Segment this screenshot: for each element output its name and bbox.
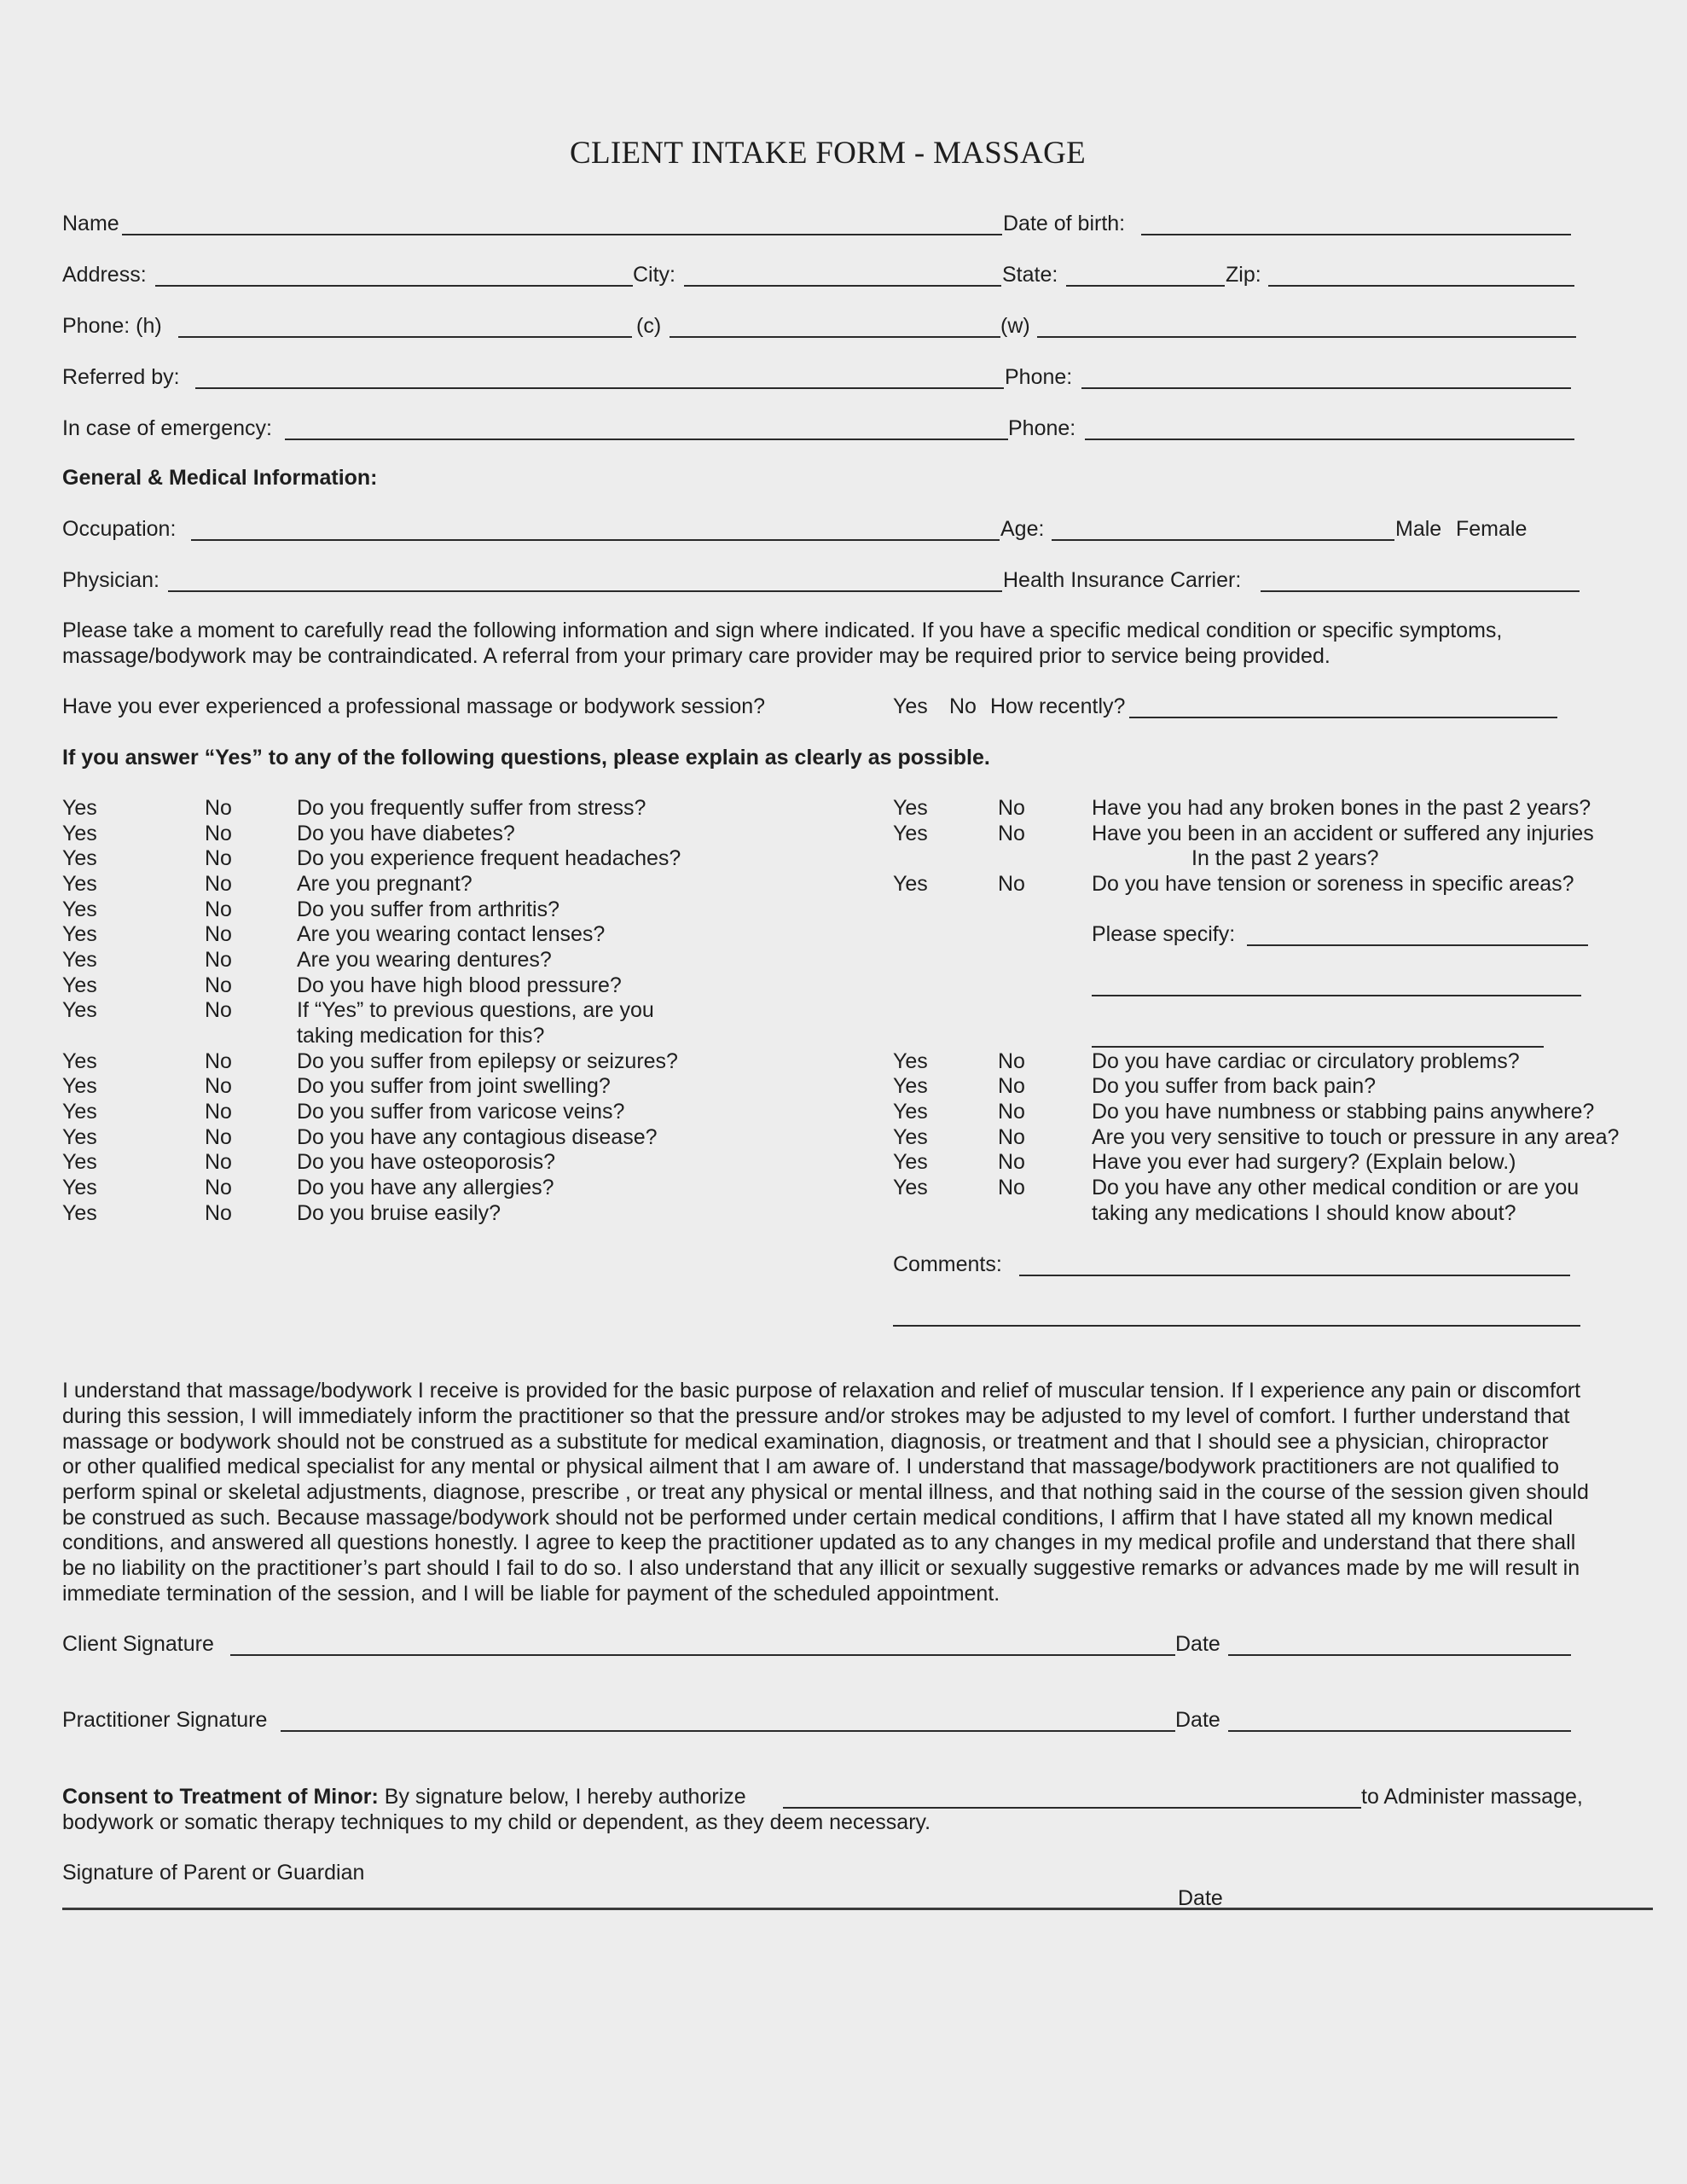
- please-specify-field-2[interactable]: [1092, 995, 1581, 996]
- left-q8-text: Do you have high blood pressure?: [297, 973, 622, 997]
- client-date-label: Date: [1175, 1632, 1220, 1656]
- referred-by-label: Referred by:: [62, 365, 180, 389]
- right-q8-text: Have you ever had surgery? (Explain below.): [1092, 1150, 1516, 1174]
- dob-label: Date of birth:: [1003, 212, 1126, 235]
- left-q15-text: Do you have any allergies?: [297, 1176, 554, 1199]
- address-label: Address:: [62, 263, 147, 287]
- emergency-label: In case of emergency:: [62, 416, 272, 440]
- right-q7-no[interactable]: No: [998, 1125, 1025, 1149]
- phone-home-field[interactable]: [178, 336, 632, 338]
- left-q14-no[interactable]: No: [205, 1150, 232, 1174]
- left-q10-yes[interactable]: Yes: [62, 1049, 97, 1073]
- left-q8-no[interactable]: No: [205, 973, 232, 997]
- experience-question: Have you ever experienced a professional massage or bodywork session?: [62, 694, 766, 718]
- parent-date-label: Date: [1178, 1886, 1223, 1910]
- client-date-field[interactable]: [1228, 1654, 1571, 1656]
- left-q9-text-cont: taking medication for this?: [297, 1024, 545, 1048]
- physician-label: Physician:: [62, 568, 159, 592]
- zip-label: Zip:: [1226, 263, 1261, 287]
- age-field[interactable]: [1052, 539, 1394, 541]
- agreement-line: perform spinal or skeletal adjustments, diagnose, prescribe , or treat any physical or mental illness, and that nothing said in the course of the session given should: [62, 1480, 1589, 1504]
- left-q11-no[interactable]: No: [205, 1074, 232, 1098]
- comments-field-2[interactable]: [893, 1325, 1580, 1327]
- right-q6-text: Do you have numbness or stabbing pains anywhere?: [1092, 1100, 1595, 1124]
- left-q7-text: Are you wearing dentures?: [297, 948, 552, 972]
- parent-signature-label: Signature of Parent or Guardian: [62, 1861, 365, 1885]
- state-field[interactable]: [1066, 285, 1225, 287]
- left-q6-text: Are you wearing contact lenses?: [297, 922, 606, 946]
- left-q3-yes[interactable]: Yes: [62, 846, 97, 870]
- name-label: Name: [62, 212, 119, 235]
- left-q13-yes[interactable]: Yes: [62, 1125, 97, 1149]
- left-q15-yes[interactable]: Yes: [62, 1176, 97, 1199]
- phone-cell-label: (c): [636, 314, 662, 338]
- experience-yes[interactable]: Yes: [893, 694, 928, 718]
- occupation-field[interactable]: [191, 539, 1000, 541]
- instructions: If you answer “Yes” to any of the following questions, please explain as clearly as possible.: [62, 746, 990, 770]
- left-q16-text: Do you bruise easily?: [297, 1201, 501, 1225]
- right-q3-no[interactable]: No: [998, 872, 1025, 896]
- practitioner-date-label: Date: [1175, 1708, 1220, 1732]
- left-q6-yes[interactable]: Yes: [62, 922, 97, 946]
- name-field[interactable]: [122, 234, 1002, 235]
- form-title: CLIENT INTAKE FORM - MASSAGE: [570, 136, 1086, 171]
- left-q9-no[interactable]: No: [205, 998, 232, 1022]
- left-q4-text: Are you pregnant?: [297, 872, 472, 896]
- client-signature-label: Client Signature: [62, 1632, 214, 1656]
- left-q6-no[interactable]: No: [205, 922, 232, 946]
- parent-signature-field[interactable]: [62, 1908, 1653, 1910]
- male-option[interactable]: Male: [1395, 517, 1442, 541]
- left-q15-no[interactable]: No: [205, 1176, 232, 1199]
- please-specify-field-3[interactable]: [1092, 1046, 1544, 1048]
- referred-phone-field[interactable]: [1081, 387, 1571, 389]
- left-q10-no[interactable]: No: [205, 1049, 232, 1073]
- referred-phone-label: Phone:: [1005, 365, 1073, 389]
- left-q7-yes[interactable]: Yes: [62, 948, 97, 972]
- agreement-line: be no liability on the practitioner’s part should I fail to do so. I also understand that any illicit or sexually suggestive remarks or advances made by me will result in: [62, 1556, 1580, 1580]
- left-q4-yes[interactable]: Yes: [62, 872, 97, 896]
- left-q1-yes[interactable]: Yes: [62, 796, 97, 820]
- right-q8-yes[interactable]: Yes: [893, 1150, 928, 1174]
- how-recently-field[interactable]: [1129, 717, 1557, 718]
- left-q13-text: Do you have any contagious disease?: [297, 1125, 658, 1149]
- age-label: Age:: [1000, 517, 1045, 541]
- practitioner-signature-label: Practitioner Signature: [62, 1708, 268, 1732]
- left-q1-no[interactable]: No: [205, 796, 232, 820]
- general-medical-heading: General & Medical Information:: [62, 466, 378, 490]
- right-q9-text-cont: taking any medications I should know about?: [1092, 1201, 1516, 1225]
- left-q2-yes[interactable]: Yes: [62, 822, 97, 845]
- practitioner-date-field[interactable]: [1228, 1730, 1571, 1732]
- agreement-line: during this session, I will immediately inform the practitioner so that the pressure and/or strokes may be adjusted to my level of comfort. I further understand that: [62, 1404, 1570, 1428]
- zip-field[interactable]: [1268, 285, 1574, 287]
- left-q5-text: Do you suffer from arthritis?: [297, 897, 559, 921]
- left-q2-text: Do you have diabetes?: [297, 822, 515, 845]
- right-q9-text: Do you have any other medical condition or are you: [1092, 1176, 1580, 1199]
- city-field[interactable]: [684, 285, 1001, 287]
- right-q5-no[interactable]: No: [998, 1074, 1025, 1098]
- female-option[interactable]: Female: [1456, 517, 1528, 541]
- consent-heading: Consent to Treatment of Minor:: [62, 1785, 379, 1809]
- right-q5-yes[interactable]: Yes: [893, 1074, 928, 1098]
- emergency-phone-field[interactable]: [1085, 439, 1574, 440]
- comments-label: Comments:: [893, 1252, 1002, 1276]
- left-q9-yes[interactable]: Yes: [62, 998, 97, 1022]
- notice-line-2: massage/bodywork may be contraindicated. A referral from your primary care provider may be required prior to service being provided.: [62, 644, 1330, 668]
- please-specify-field-1[interactable]: [1247, 944, 1588, 946]
- experience-no[interactable]: No: [949, 694, 977, 718]
- insurance-label: Health Insurance Carrier:: [1003, 568, 1242, 592]
- agreement-line: or other qualified medical specialist for any mental or physical ailment that I am aware of. I understand that massage/bodywork practitioners are not qualified to: [62, 1455, 1560, 1478]
- right-q6-yes[interactable]: Yes: [893, 1100, 928, 1124]
- left-q13-no[interactable]: No: [205, 1125, 232, 1149]
- left-q10-text: Do you suffer from epilepsy or seizures?: [297, 1049, 678, 1073]
- left-q16-yes[interactable]: Yes: [62, 1201, 97, 1225]
- occupation-label: Occupation:: [62, 517, 177, 541]
- left-q3-text: Do you experience frequent headaches?: [297, 846, 681, 870]
- right-q2-text-cont: In the past 2 years?: [1191, 846, 1379, 870]
- comments-field-1[interactable]: [1019, 1275, 1570, 1276]
- right-q5-text: Do you suffer from back pain?: [1092, 1074, 1377, 1098]
- consent-line-1: [62, 1784, 746, 1809]
- right-q3-yes[interactable]: Yes: [893, 872, 928, 896]
- left-q3-no[interactable]: No: [205, 846, 232, 870]
- left-q2-no[interactable]: No: [205, 822, 232, 845]
- address-field[interactable]: [155, 285, 633, 287]
- agreement-line: immediate termination of the session, and I will be liable for payment of the scheduled appointment.: [62, 1582, 1000, 1606]
- client-signature-field[interactable]: [230, 1654, 1175, 1656]
- agreement-line: massage or bodywork should not be construed as a substitute for medical examination, diagnosis, or treatment and that I should see a physician, chiropractor: [62, 1430, 1549, 1454]
- notice-line-1: Please take a moment to carefully read the following information and sign where indicated. If you have a specific medical condition or specific symptoms,: [62, 619, 1503, 642]
- left-q11-text: Do you suffer from joint swelling?: [297, 1074, 611, 1098]
- emergency-field[interactable]: [285, 439, 1008, 440]
- state-label: State:: [1002, 263, 1058, 287]
- practitioner-signature-field[interactable]: [281, 1730, 1175, 1732]
- insurance-field[interactable]: [1261, 590, 1580, 592]
- left-q14-text: Do you have osteoporosis?: [297, 1150, 555, 1174]
- left-q11-yes[interactable]: Yes: [62, 1074, 97, 1098]
- agreement-line: conditions, and answered all questions honestly. I agree to keep the practitioner updated as to any changes in my medical profile and understand that there shall: [62, 1531, 1576, 1554]
- right-q4-no[interactable]: No: [998, 1049, 1025, 1073]
- emergency-phone-label: Phone:: [1008, 416, 1076, 440]
- right-q7-yes[interactable]: Yes: [893, 1125, 928, 1149]
- right-q8-no[interactable]: No: [998, 1150, 1025, 1174]
- left-q9-text: If “Yes” to previous questions, are you: [297, 998, 654, 1022]
- left-q8-yes[interactable]: Yes: [62, 973, 97, 997]
- please-specify-label: Please specify:: [1092, 922, 1236, 946]
- phone-home-label: Phone: (h): [62, 314, 162, 338]
- right-q4-text: Do you have cardiac or circulatory problems?: [1092, 1049, 1520, 1073]
- right-q1-yes[interactable]: Yes: [893, 796, 928, 820]
- agreement-line: I understand that massage/bodywork I receive is provided for the basic purpose of relaxation and relief of muscular tension. If I experience any pain or discomfort: [62, 1379, 1581, 1403]
- left-q14-yes[interactable]: Yes: [62, 1150, 97, 1174]
- agreement-line: be construed as such. Because massage/bodywork should not be performed under certain medical conditions, I affirm that I have stated all my known medical: [62, 1506, 1553, 1530]
- right-q9-yes[interactable]: Yes: [893, 1176, 928, 1199]
- right-q6-no[interactable]: No: [998, 1100, 1025, 1124]
- consent-end: to Administer massage,: [1361, 1785, 1583, 1809]
- right-q7-text: Are you very sensitive to touch or pressure in any area?: [1092, 1125, 1620, 1149]
- left-q12-yes[interactable]: Yes: [62, 1100, 97, 1124]
- consent-line-2: bodywork or somatic therapy techniques to my child or dependent, as they deem necessary.: [62, 1810, 931, 1834]
- left-q16-no[interactable]: No: [205, 1201, 232, 1225]
- right-q3-text: Do you have tension or soreness in specific areas?: [1092, 872, 1574, 896]
- left-q7-no[interactable]: No: [205, 948, 232, 972]
- consent-text: By signature below, I hereby authorize: [384, 1785, 746, 1809]
- referred-by-field[interactable]: [195, 387, 1004, 389]
- left-q5-yes[interactable]: Yes: [62, 897, 97, 921]
- right-q2-yes[interactable]: Yes: [893, 822, 928, 845]
- phone-work-field[interactable]: [1037, 336, 1576, 338]
- right-q9-no[interactable]: No: [998, 1176, 1025, 1199]
- city-label: City:: [633, 263, 675, 287]
- right-q1-text: Have you had any broken bones in the past 2 years?: [1092, 796, 1591, 820]
- phone-work-label: (w): [1000, 314, 1030, 338]
- left-q5-no[interactable]: No: [205, 897, 232, 921]
- authorized-practitioner-field[interactable]: [783, 1807, 1361, 1809]
- physician-field[interactable]: [168, 590, 1002, 592]
- left-q1-text: Do you frequently suffer from stress?: [297, 796, 646, 820]
- how-recently-label: How recently?: [990, 694, 1126, 718]
- right-q2-no[interactable]: No: [998, 822, 1025, 845]
- left-q12-no[interactable]: No: [205, 1100, 232, 1124]
- right-q4-yes[interactable]: Yes: [893, 1049, 928, 1073]
- right-q1-no[interactable]: No: [998, 796, 1025, 820]
- phone-cell-field[interactable]: [670, 336, 1000, 338]
- left-q12-text: Do you suffer from varicose veins?: [297, 1100, 625, 1124]
- dob-field[interactable]: [1141, 234, 1571, 235]
- left-q4-no[interactable]: No: [205, 872, 232, 896]
- right-q2-text: Have you been in an accident or suffered any injuries: [1092, 822, 1594, 845]
